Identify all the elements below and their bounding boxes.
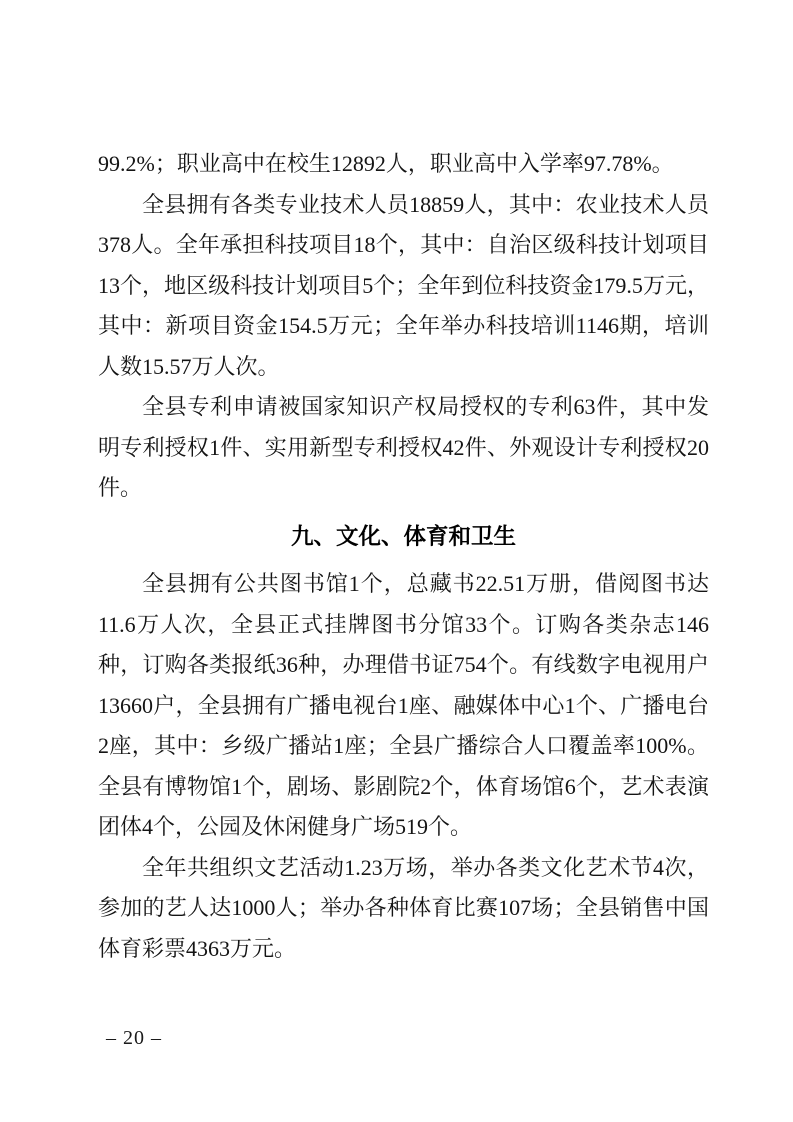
paragraph-culture-media: 全县拥有公共图书馆1个，总藏书22.51万册，借阅图书达11.6万人次，全县正式挂牌图书分馆33个。订购各类杂志146种，订购各类报纸36种，办理借书证754个。有线数字电视用户13660户，全县拥有广播电视台1座、融媒体中心1个、广播电台2座，其中：乡级广播站1座；全县广播综合人口覆盖率100%。全县有博物馆1个，剧场、影剧院2个，体育场馆6个，艺术表演团体4个，公园及休闲健身广场519个。	[98, 571, 709, 839]
page-number: – 20 –	[106, 1027, 162, 1049]
paragraph-technology: 全县拥有各类专业技术人员18859人，其中：农业技术人员378人。全年承担科技项目18个，其中：自治区级科技计划项目13个，地区级科技计划项目5个；全年到位科技资金179.5万元，其中：新项目资金154.5万元；全年举办科技培训1146期，培训人数15.57万人次。	[98, 191, 709, 379]
document-body	[98, 144, 709, 969]
paragraph-arts-sports: 全年共组织文艺活动1.23万场，举办各类文化艺术节4次，参加的艺人达1000人；举办各种体育比赛107场；全县销售中国体育彩票4363万元。	[98, 854, 709, 961]
paragraph-patents: 全县专利申请被国家知识产权局授权的专利63件，其中发明专利授权1件、实用新型专利授权42件、外观设计专利授权20件。	[98, 394, 709, 500]
section-heading-culture-sports-health: 九、文化、体育和卫生	[290, 523, 516, 549]
paragraph-education-continuation: 99.2%；职业高中在校生12892人，职业高中入学率97.78%。	[98, 151, 674, 176]
